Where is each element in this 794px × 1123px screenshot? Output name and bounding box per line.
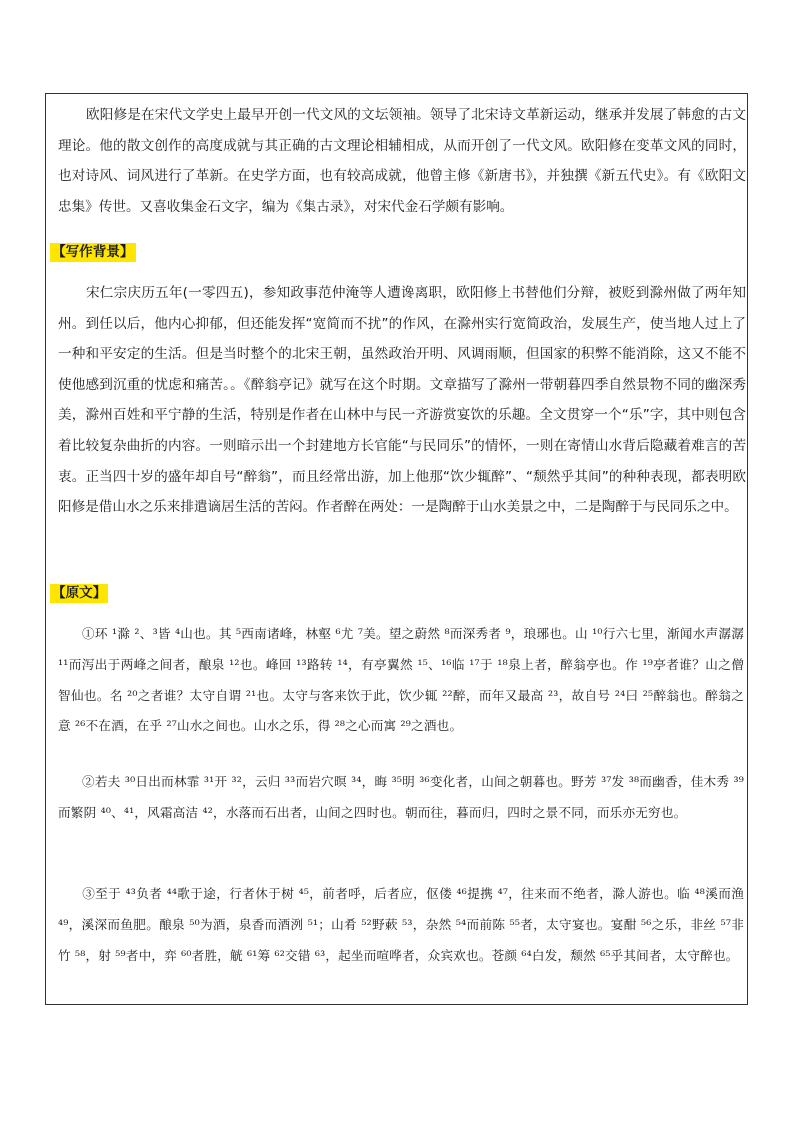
original-section-label: 【原文】 <box>52 585 107 601</box>
original-paragraph-2 <box>58 767 744 829</box>
original-paragraph-1-text: ①环 ¹滁 ²、³皆 ⁴山也。其 ⁵西南诸峰，林壑 ⁶尤 ⁷美。望之蔚然 ⁸而深秀者 ⁹，琅琊也。山 ¹⁰行六七里，渐闻水声潺潺 ¹¹而泻出于两峰之间者，酿泉 ¹²也。峰回 ¹³路转 ¹⁴，有亭翼然 ¹⁵、¹⁶临 ¹⁷于 ¹⁸泉上者，醉翁亭也。作 ¹⁹亭者谁？山之僧智仙也。名 ²⁰之者谁？太守自谓 ²¹也。太守与客来饮于此，饮少辄 ²²醉，而年又最高 ²³，故自号 ²⁴曰 ²⁵醉翁也。醉翁之意 ²⁶不在酒，在乎 ²⁷山水之间也。山水之乐，得 ²⁸之心而寓 ²⁹之酒也。 <box>58 626 744 734</box>
background-paragraph: 宋仁宗庆历五年(一零四五)，参知政事范仲淹等人遭谗离职，欧阳修上书替他们分辩，被贬到滁州做了两年知州。到任以后，他内心抑郁，但还能发挥“宽简而不扰”的作风，在滁州实行宽简政治，发展生产，使当地人过上了一种和平安定的生活。但是当时整个的北宋王朝，虽然政治开明、风调雨顺，但国家的积弊不能消除，这又不能不使他感到沉重的忧虑和痛苦。。《醉翁亭记》就写在这个时期。文章描写了滁州一带朝暮四季自然景物不同的幽深秀美，滁州百姓和平宁静的生活，特别是作者在山林中与民一齐游赏宴饮的乐趣。全文贯穿一个“乐”字，其中则包含着比较复杂曲折的内容。一则暗示出一个封建地方长官能“与民同乐”的情怀，一则在寄情山水背后隐藏着难言的苦衷。正当四十岁的盛年却自号“醉翁”，而且经常出游，加上他那“饮少辄醉”、“颓然乎其间”的种种表现，都表明欧阳修是借山水之乐来排遣谪居生活的苦闷。作者醉在两处：一是陶醉于山水美景之中，二是陶醉于与民同乐之中。 <box>58 285 746 516</box>
original-paragraph-3-text: ③至于 ⁴³负者 ⁴⁴歌于途，行者休于树 ⁴⁵，前者呼，后者应，伛偻 ⁴⁶提携 ⁴⁷，往来而不绝者，滁人游也。临 ⁴⁸溪而渔 ⁴⁹，溪深而鱼肥。酿泉 ⁵⁰为酒，泉香而酒洌 ⁵¹；山肴 ⁵²野蔌 ⁵³，杂然 ⁵⁴而前陈 ⁵⁵者，太守宴也。宴酣 ⁵⁶之乐，非丝 ⁵⁷非竹 ⁵⁸，射 ⁵⁹者中，弈 ⁶⁰者胜，觥 ⁶¹筹 ⁶²交错 ⁶³，起坐而喧哗者，众宾欢也。苍颜 ⁶⁴白发，颓然 ⁶⁵乎其间者，太守醉也。 <box>58 886 744 963</box>
content-frame <box>45 93 748 1005</box>
original-paragraph-3 <box>58 879 744 971</box>
original-paragraph-2-text: ②若夫 ³⁰日出而林霏 ³¹开 ³²，云归 ³³而岩穴暝 ³⁴，晦 ³⁵明 ³⁶变化者，山间之朝暮也。野芳 ³⁷发 ³⁸而幽香，佳木秀 ³⁹而繁阴 ⁴⁰、⁴¹，风霜高洁 ⁴²，水落而石出者，山间之四时也。朝而往，暮而归，四时之景不同，而乐亦无穷也。 <box>58 774 744 820</box>
intro-paragraph: 欧阳修是在宋代文学史上最早开创一代文风的文坛领袖。领导了北宋诗文革新运动，继承并发展了韩愈的古文理论。他的散文创作的高度成就与其正确的古文理论相辅相成，从而开创了一代文风。欧阳修在变革文风的同时，也对诗风、词风进行了革新。在史学方面，也有较高成就，他曾主修《新唐书》，并独撰《新五代史》。有《欧阳文忠集》传世。又喜收集金石文字，编为《集古录》，对宋代金石学颇有影响。 <box>58 107 746 215</box>
original-paragraph-1 <box>58 619 744 742</box>
background-section-label: 【写作背景】 <box>52 244 134 260</box>
